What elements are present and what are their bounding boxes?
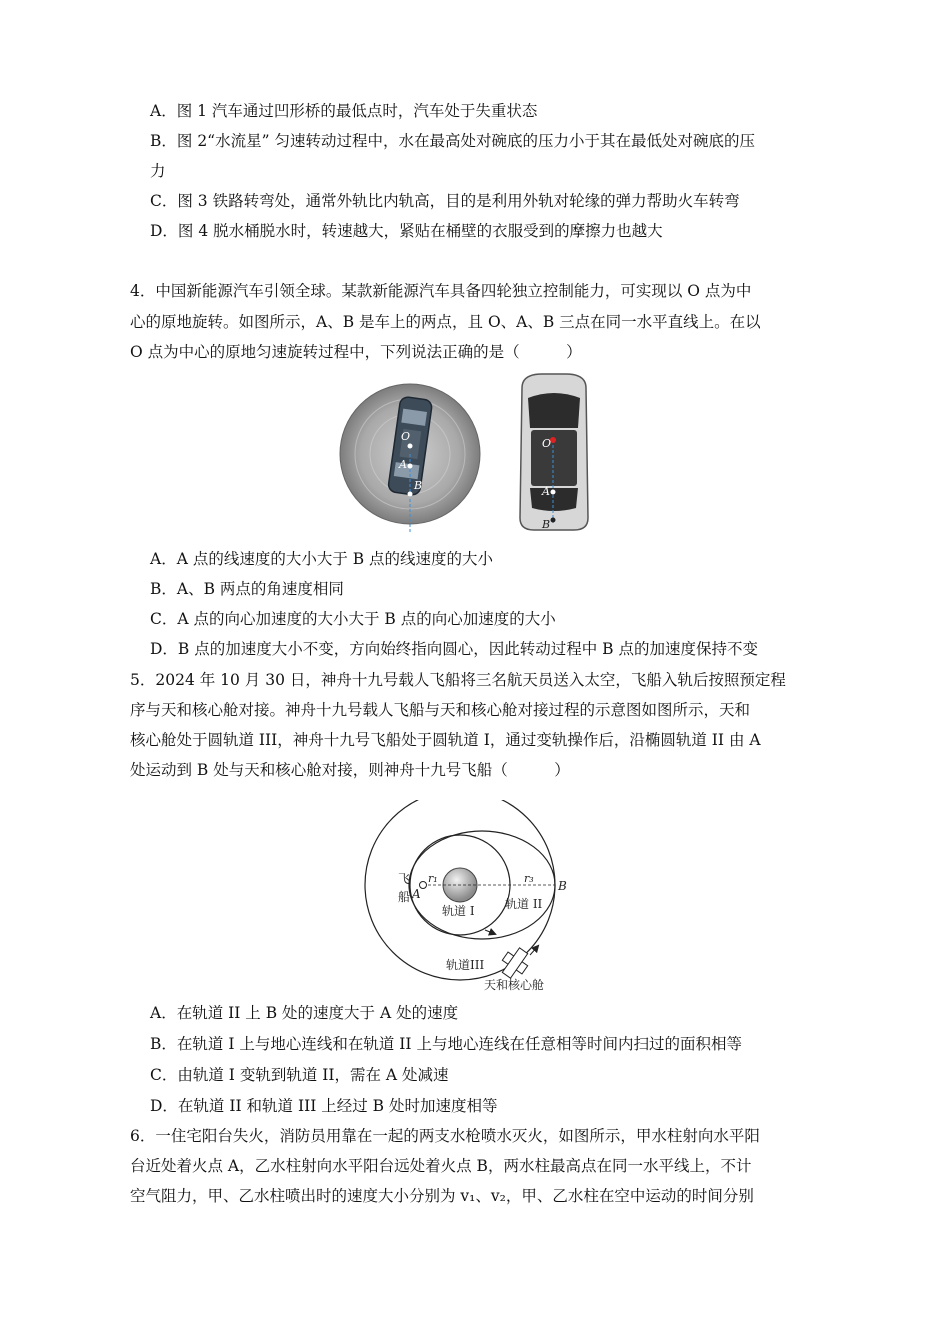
q5-option-d: D．在轨道 II 和轨道 III 上经过 B 处时加速度相等 bbox=[150, 1097, 498, 1115]
q6-stem-3: 空气阻力，甲、乙水柱喷出时的速度大小分别为 v₁、v₂，甲、乙水柱在空中运动的时间分别 bbox=[130, 1187, 754, 1205]
q4-figure bbox=[330, 368, 620, 538]
q5-label-b: B bbox=[558, 879, 567, 893]
q5-orbit-figure bbox=[360, 800, 590, 998]
q5-option-c: C．由轨道 I 变轨到轨道 II，需在 A 处减速 bbox=[150, 1066, 449, 1084]
q5-stem-3: 核心舱处于圆轨道 III，神舟十九号飞船处于圆轨道 I，通过变轨操作后，沿椭圆轨道 II 由 A bbox=[130, 731, 761, 749]
q5-label-orbit-2: 轨道 II bbox=[505, 897, 543, 911]
q4-label-b-right: B bbox=[542, 518, 551, 531]
q3-option-b-cont: 力 bbox=[150, 162, 166, 180]
q4-stem-2: 心的原地旋转。如图所示，A、B 是车上的两点，且 O、A、B 三点在同一水平直线上。在以 bbox=[130, 313, 761, 331]
q4-option-c: C．A 点的向心加速度的大小大于 B 点的向心加速度的大小 bbox=[150, 610, 556, 628]
q5-label-r3: r₃ bbox=[524, 872, 534, 885]
turntable-photo bbox=[340, 384, 480, 533]
q5-label-orbit-3: 轨道III bbox=[446, 958, 485, 972]
car-top-view bbox=[520, 374, 588, 531]
q3-option-a: A．图 1 汽车通过凹形桥的最低点时，汽车处于失重状态 bbox=[150, 102, 538, 120]
q4-option-a: A．A 点的线速度的大小大于 B 点的线速度的大小 bbox=[150, 550, 494, 568]
q4-option-b: B．A、B 两点的角速度相同 bbox=[150, 580, 344, 598]
q4-label-a-left: A bbox=[399, 458, 407, 471]
q5-option-b: B．在轨道 I 上与地心连线和在轨道 II 上与地心连线在任意相等时间内扫过的面积相等 bbox=[150, 1035, 742, 1053]
q5-label-r1: r₁ bbox=[428, 872, 438, 885]
q5-option-a: A．在轨道 II 上 B 处的速度大于 A 处的速度 bbox=[150, 1004, 459, 1022]
q5-label-ship-1: 飞 bbox=[398, 872, 411, 886]
q4-option-d: D．B 点的加速度大小不变，方向始终指向圆心，因此转动过程中 B 点的加速度保持不变 bbox=[150, 640, 758, 658]
q6-stem-2: 台近处着火点 A，乙水柱射向水平阳台远处着火点 B，两水柱最高点在同一水平线上，不计 bbox=[130, 1157, 752, 1175]
q4-label-o-left: O bbox=[401, 430, 411, 443]
q5-label-orbit-1: 轨道 I bbox=[442, 904, 475, 918]
q6-stem-1: 6．一住宅阳台失火，消防员用靠在一起的两支水枪喷水灭火，如图所示，甲水柱射向水平阳 bbox=[130, 1127, 760, 1145]
q5-stem-1: 5．2024 年 10 月 30 日，神舟十九号载人飞船将三名航天员送入太空，飞船入轨后按照预定程 bbox=[130, 671, 786, 689]
q3-option-c: C．图 3 铁路转弯处，通常外轨比内轨高，目的是利用外轨对轮缘的弹力帮助火车转弯 bbox=[150, 192, 740, 210]
q4-stem-3: O 点为中心的原地匀速旋转过程中，下列说法正确的是（ ） bbox=[130, 343, 582, 361]
q3-option-d: D．图 4 脱水桶脱水时，转速越大，紧贴在桶壁的衣服受到的摩擦力也越大 bbox=[150, 222, 663, 240]
q5-label-a: A bbox=[412, 887, 421, 901]
q5-stem-4: 处运动到 B 处与天和核心舱对接，则神舟十九号飞船（ ） bbox=[130, 761, 570, 779]
q5-label-station: 天和核心舱 bbox=[484, 978, 545, 992]
q4-label-b-left: B bbox=[414, 479, 423, 492]
q3-option-b: B．图 2“水流星” 匀速转动过程中，水在最高处对碗底的压力小于其在最低处对碗底的压 bbox=[150, 132, 755, 150]
q4-label-o-right: O bbox=[542, 437, 552, 450]
q4-stem-1: 4．中国新能源汽车引领全球。某款新能源汽车具备四轮独立控制能力，可实现以 O 点为中 bbox=[130, 282, 752, 300]
q5-label-ship-2: 船 bbox=[398, 890, 411, 904]
q5-stem-2: 序与天和核心舱对接。神舟十九号载人飞船与天和核心舱对接过程的示意图如图所示，天和 bbox=[130, 701, 751, 719]
q4-label-a-right: A bbox=[542, 485, 550, 498]
